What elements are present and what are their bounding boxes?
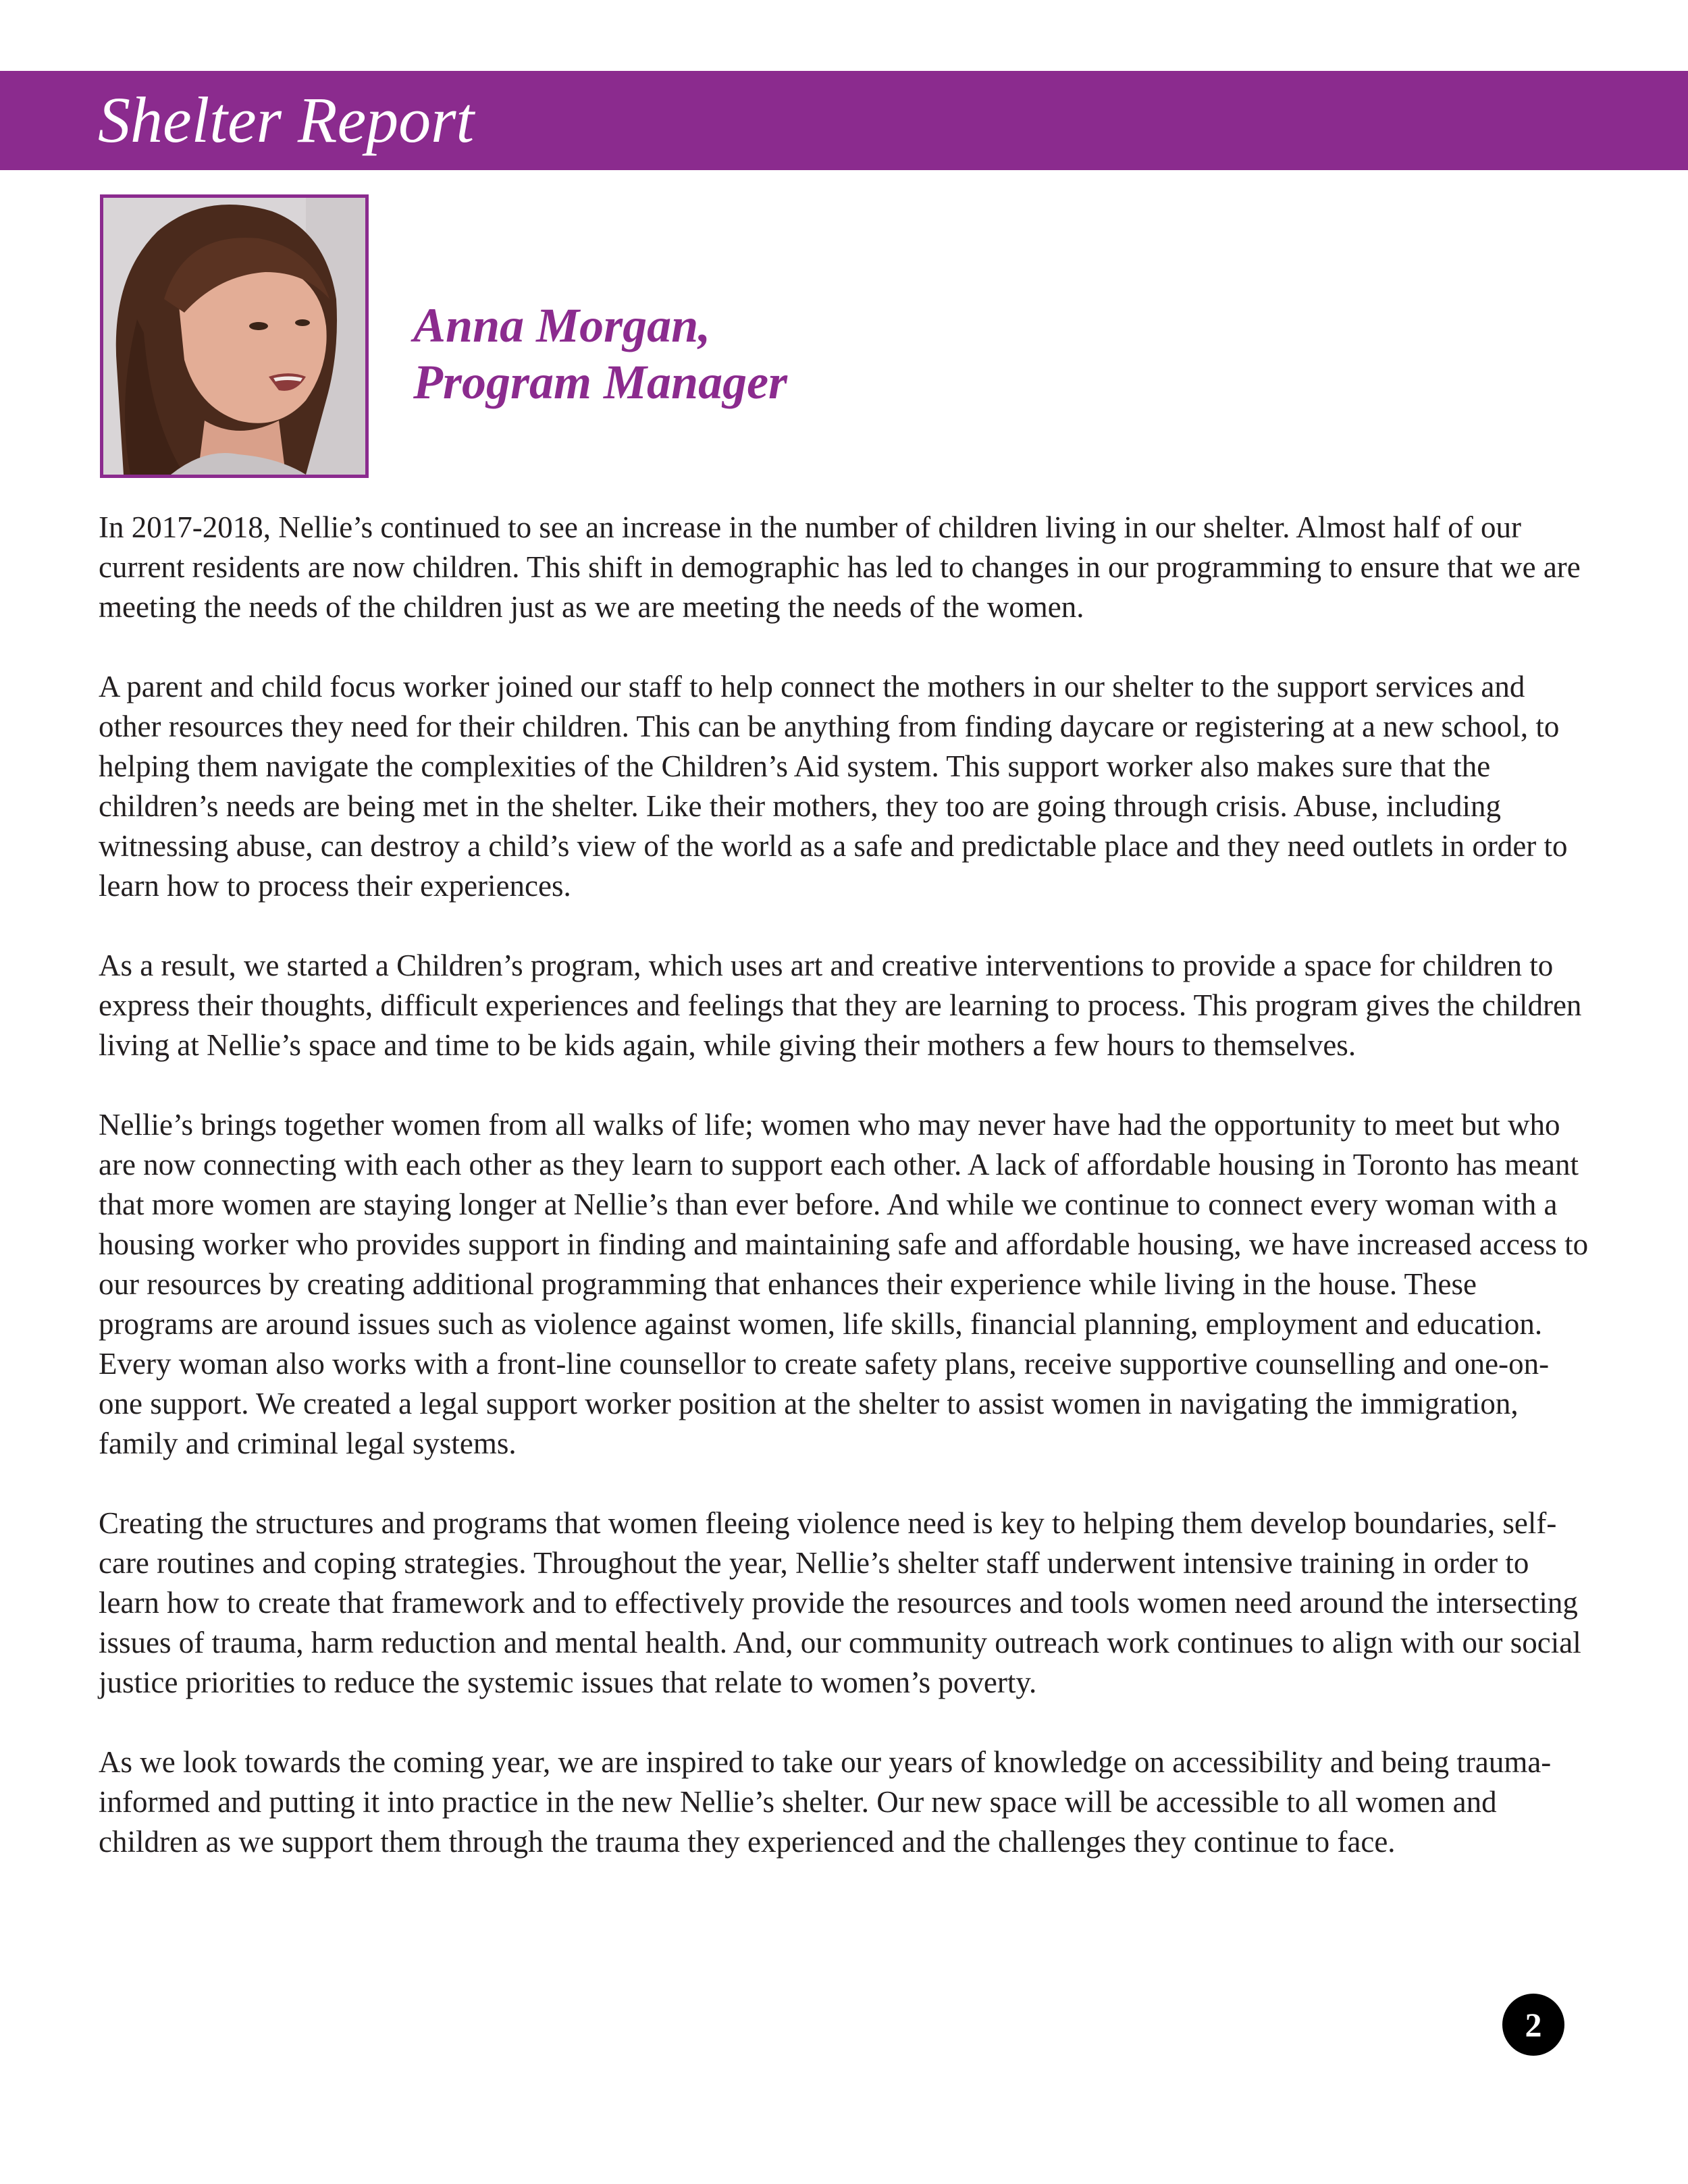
paragraph: In 2017-2018, Nellie’s continued to see an increase in the number of children living in our shelter. Almost half of our current residents are now children. This shift in demographic has led to changes in our programming to ensure that we are meeting the needs of the children just as we are meeting the needs of the women. <box>99 510 1581 624</box>
author-role: Program Manager <box>413 355 788 409</box>
report-body <box>99 508 1591 1902</box>
paragraph: Nellie’s brings together women from all walks of life; women who may never have had the opportunity to meet but who are now connecting with each other as they learn to support each other. A lack of affordable housing in Toronto has meant that more women are staying longer at Nellie’s than ever before. And while we continue to connect every woman with a housing worker who provides support in finding and maintaining safe and affordable housing, we have increased access to our resources by creating additional programming that enhances their experience while living in the house. These programs are around issues such as violence against women, life skills, financial planning, employment and education. Every woman also works with a front-line counsellor to create safety plans, receive supportive counselling and one-on-one support. We created a legal support worker position at the shelter to assist women in navigating the immigration, family and criminal legal systems. <box>99 1108 1589 1460</box>
page-number-badge: 2 <box>1502 1994 1564 2056</box>
author-block <box>413 297 787 410</box>
paragraph: As a result, we started a Children’s program, which uses art and creative interventions to provide a space for children to express their thoughts, difficult experiences and feelings that they are learning to process. This program gives the children living at Nellie’s space and time to be kids again, while giving their mothers a few hours to themselves. <box>99 949 1582 1062</box>
paragraph: Creating the structures and programs that women fleeing violence need is key to helping them develop boundaries, self-care routines and coping strategies. Throughout the year, Nellie’s shelter staff underwent intensive training in order to learn how to create that framework and to effectively provide the resources and tools women need around the intersecting issues of trauma, harm reduction and mental health. And, our community outreach work continues to align with our social justice priorities to reduce the systemic issues that relate to women’s poverty. <box>99 1506 1581 1699</box>
author-photo <box>100 194 369 478</box>
paragraph: A parent and child focus worker joined our staff to help connect the mothers in our shelter to the support services and other resources they need for their children. This can be anything from finding daycare or registering at a new school, to helping them navigate the complexities of the Children’s Aid system. This support worker also makes sure that the children’s needs are being met in the shelter. Like their mothers, they too are going through crisis. Abuse, including witnessing abuse, can destroy a child’s view of the world as a safe and predictable place and they need outlets in order to learn how to process their experiences. <box>99 670 1568 903</box>
page-title: Shelter Report <box>98 84 475 156</box>
author-name: Anna Morgan, <box>413 298 711 352</box>
paragraph: As we look towards the coming year, we are inspired to take our years of knowledge on accessibility and being trauma-informed and putting it into practice in the new Nellie’s shelter. Our new space will be accessible to all women and children as we support them through the trauma they experienced and the challenges they continue to face. <box>99 1745 1552 1859</box>
